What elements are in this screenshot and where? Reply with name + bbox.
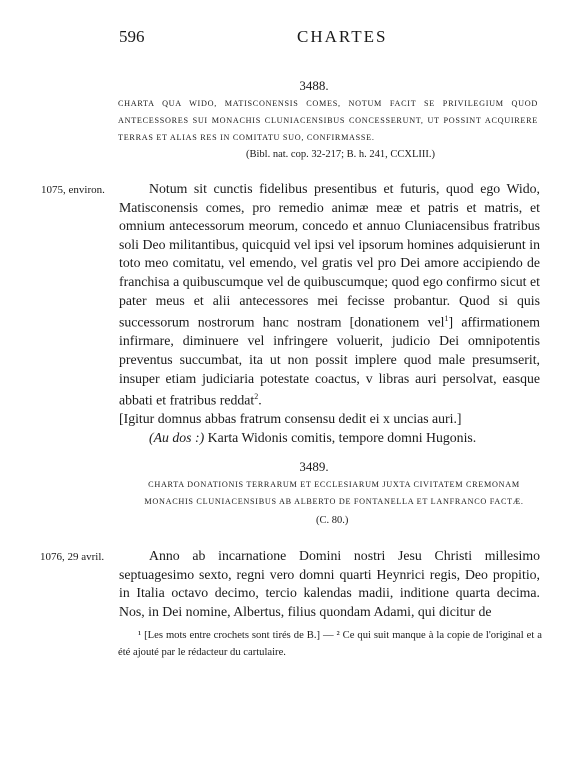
charter-title: CHARTA QUA WIDO, MATISCONENSIS COMES, NOTUM FACIT SE PRIVILEGIUM QUOD ANTECESSORES SUI MONACHIS CLUNIACENSIBUS CONCESSERUNT, UT POSSINT ACQUIRERE TERRAS ET ALIAS RES IN COMITATU SUO, CONFIRMASSE. (118, 99, 538, 142)
footnote-text: ¹ [Les mots entre crochets sont tirés de B.] — ² Ce qui suit manque à la copie de l'original et a été ajouté par le rédacteur du cartulaire. (118, 630, 542, 658)
charter-text: Notum sit cunctis fidelibus presentibus et futuris, quod ego Wido, Matisconensis comes, pro remedio animæ meæ et patris et matris, et omnium antecessorum meorum, concedo et annuo Cluniacensibus fratribus soli Deo militantibus, quicquid vel ipsi vel ipsorum homines adquisierunt in toto meo comitatu, vel emendo, vel gratis vel pro Dei amore accipiendo de franchisa a quibuscumque vel de quibuscumque; quod ego confirmo sicut et pater meus et alii antecessores mei fecisse probantur. Quod si quis successorum nostrorum hanc nostram [donationem vel (119, 181, 540, 330)
dorse-label: (Au dos :) (149, 429, 205, 445)
charter-body (119, 547, 540, 621)
charter-paragraph: Anno ab incarnatione Domini nostri Jesu Christi millesimo septuagesimo sexto, regni vero domni quarti Heynrici regis, Deo propitio, in Italia octavo decimo, tercio kalendas madii, inditione quarta decima. Nos, in Dei nomine, Albertus, filius quondam Adami, qui dicitur de (119, 548, 540, 619)
source-reference: (C. 80.) (316, 515, 349, 526)
charter-number: 3488. (299, 78, 329, 93)
footnotes (118, 627, 542, 661)
dorse-text: Karta Widonis comitis, tempore domni Hugonis. (207, 429, 477, 445)
footnote-marker: 1 (444, 314, 449, 324)
margin-date: 1076, 29 avril. (40, 551, 105, 563)
page-number: 596 (119, 27, 145, 46)
running-title: CHARTES (297, 27, 388, 46)
charter-body (119, 180, 540, 448)
charter-number: 3489. (299, 459, 329, 474)
dorse-note (119, 429, 540, 448)
footnote-marker: 2 (254, 392, 259, 402)
bracketed-text: [Igitur domnus abbas fratrum consensu dedit ei x uncias auri.] (119, 411, 462, 427)
charter-text: ] affirmationem infirmare, diminuere vel infringere voluerit, judicio Dei omnipotentis preventus succumbat, ita ut non possit implere quod male presumserit, insuper etiam judiciaria potestate coactus, v libras auri persolvat, easque abbati et fratribus reddat (119, 314, 540, 408)
charter-paragraph (119, 180, 540, 410)
source-reference: (Bibl. nat. cop. 32-217; B. h. 241, CCXLIII.) (246, 149, 435, 160)
margin-date: 1075, environ. (41, 184, 105, 196)
charter-title: CHARTA DONATIONIS TERRARUM ET ECCLESIARUM JUXTA CIVITATEM CREMONAM MONACHIS CLUNIACENSIBUS AB ALBERTO DE FONTANELLA ET LANFRANCO FACTÆ. (144, 480, 524, 506)
charter-text: . (258, 392, 262, 408)
